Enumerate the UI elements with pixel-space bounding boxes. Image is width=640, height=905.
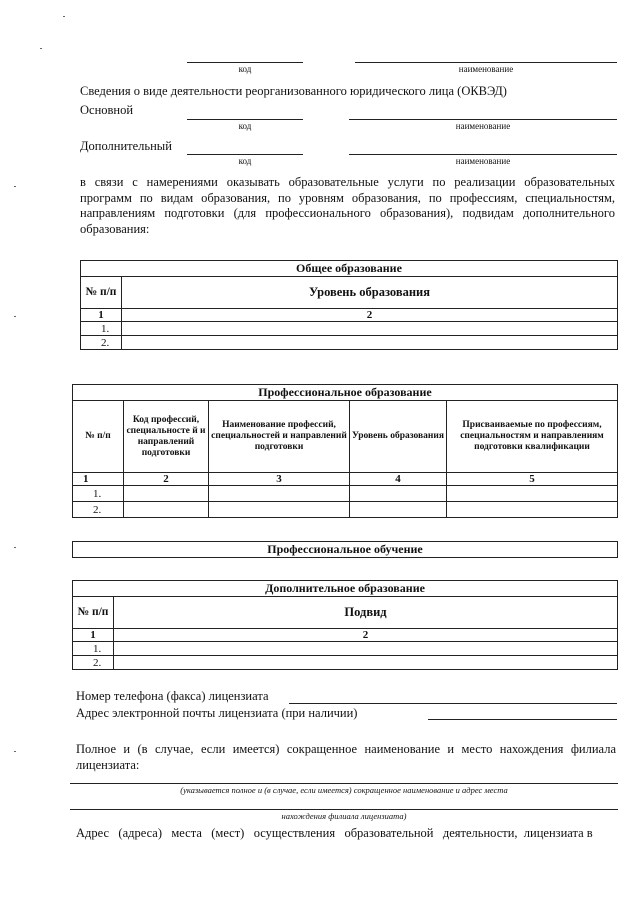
professional-row-cell bbox=[209, 486, 350, 502]
professional-education-table bbox=[72, 384, 618, 518]
professional-row-cell bbox=[447, 486, 618, 502]
branch-note-1: (указывается полное и (в случае, если имеется) сокращенное наименование и адрес места bbox=[180, 785, 508, 795]
professional-idx-4: 4 bbox=[350, 473, 447, 486]
scan-speck bbox=[14, 751, 16, 752]
additional-col-no: № п/п bbox=[73, 597, 114, 629]
okved-main-code-line bbox=[187, 119, 303, 120]
professional-row-number: 1. bbox=[73, 486, 124, 502]
additional-idx-2: 2 bbox=[114, 629, 618, 642]
intro-paragraph: в связи с намерениями оказывать образовательные услуги по реализации образовательных программ по видам образования, по уровням образования, по профессиям, специальностям, направлениям подготовки (для профессионального образования), подвидам дополнительного образования: bbox=[80, 175, 615, 236]
scan-speck bbox=[14, 316, 16, 317]
table-row bbox=[73, 502, 618, 518]
professional-idx-1: 1 bbox=[73, 473, 124, 486]
table-row bbox=[73, 486, 618, 502]
general-table-title: Общее образование bbox=[81, 261, 618, 277]
top-name-caption: наименование bbox=[458, 64, 514, 74]
okved-additional-code-line bbox=[187, 154, 303, 155]
phone-line[interactable] bbox=[289, 703, 617, 704]
okved-additional-label: Дополнительный bbox=[80, 139, 172, 153]
additional-education-table bbox=[72, 580, 618, 670]
professional-table-title: Профессиональное образование bbox=[73, 385, 618, 401]
additional-row-number: 2. bbox=[73, 656, 114, 670]
table-row bbox=[73, 642, 618, 656]
okved-additional-name-caption: наименование bbox=[455, 156, 511, 166]
professional-row-cell bbox=[350, 502, 447, 518]
table-row bbox=[81, 322, 618, 336]
phone-label: Номер телефона (факса) лицензиата bbox=[76, 689, 269, 703]
okved-main-name-line bbox=[349, 119, 617, 120]
professional-training-table bbox=[72, 541, 618, 558]
additional-row-cell bbox=[114, 656, 618, 670]
professional-row-cell bbox=[209, 502, 350, 518]
professional-idx-2: 2 bbox=[124, 473, 209, 486]
general-idx-1: 1 bbox=[81, 309, 122, 322]
okved-additional-code-caption: код bbox=[238, 156, 252, 166]
okved-main-name-caption: наименование bbox=[455, 121, 511, 131]
professional-row-cell bbox=[124, 502, 209, 518]
professional-row-cell bbox=[124, 486, 209, 502]
email-label: Адрес электронной почты лицензиата (при наличии) bbox=[76, 706, 358, 720]
okved-heading: Сведения о виде деятельности реорганизованного юридического лица (ОКВЭД) bbox=[80, 84, 507, 98]
address-paragraph: Адрес (адреса) места (мест) осуществления образовательной деятельности, лицензиата в bbox=[76, 826, 593, 840]
top-code-caption: код bbox=[238, 64, 252, 74]
professional-row-cell bbox=[447, 502, 618, 518]
additional-col-subtype: Подвид bbox=[114, 597, 618, 629]
general-idx-2: 2 bbox=[122, 309, 618, 322]
scan-speck bbox=[40, 48, 42, 49]
general-education-table bbox=[80, 260, 618, 350]
professional-col-level: Уровень образования bbox=[350, 401, 447, 473]
okved-additional-name-line bbox=[349, 154, 617, 155]
professional-idx-5: 5 bbox=[447, 473, 618, 486]
general-col-no: № п/п bbox=[81, 277, 122, 309]
email-line[interactable] bbox=[428, 719, 617, 720]
branch-note-2: нахождения филиала лицензиата) bbox=[281, 811, 407, 821]
scan-speck bbox=[14, 547, 16, 548]
scan-speck bbox=[14, 186, 16, 187]
general-row-number: 2. bbox=[81, 336, 122, 350]
scan-speck bbox=[63, 16, 65, 17]
additional-row-number: 1. bbox=[73, 642, 114, 656]
professional-col-name: Наименование профессий, специальностей и направлений подготовки bbox=[209, 401, 350, 473]
professional-row-number: 2. bbox=[73, 502, 124, 518]
branch-paragraph: Полное и (в случае, если имеется) сокращенное наименование и место нахождения филиала лицензиата: bbox=[76, 742, 616, 772]
general-col-level: Уровень образования bbox=[122, 277, 618, 309]
okved-main-label: Основной bbox=[80, 103, 134, 117]
additional-idx-1: 1 bbox=[73, 629, 114, 642]
general-row-cell bbox=[122, 322, 618, 336]
additional-table-title: Дополнительное образование bbox=[73, 581, 618, 597]
professional-col-no: № п/п bbox=[73, 401, 124, 473]
general-row-cell bbox=[122, 336, 618, 350]
branch-line-2[interactable] bbox=[70, 809, 618, 810]
okved-main-code-caption: код bbox=[238, 121, 252, 131]
professional-idx-3: 3 bbox=[209, 473, 350, 486]
top-name-line bbox=[355, 62, 617, 63]
additional-row-cell bbox=[114, 642, 618, 656]
table-row bbox=[73, 656, 618, 670]
top-code-line bbox=[187, 62, 303, 63]
professional-row-cell bbox=[350, 486, 447, 502]
professional-col-code: Код профессий, специальносте й и направлений подготовки bbox=[124, 401, 209, 473]
training-table-title: Профессиональное обучение bbox=[73, 542, 618, 558]
general-row-number: 1. bbox=[81, 322, 122, 336]
branch-line-1[interactable] bbox=[70, 783, 618, 784]
professional-col-qualification: Присваиваемые по профессиям, специальностям и направлениям подготовки квалификации bbox=[447, 401, 618, 473]
table-row bbox=[81, 336, 618, 350]
